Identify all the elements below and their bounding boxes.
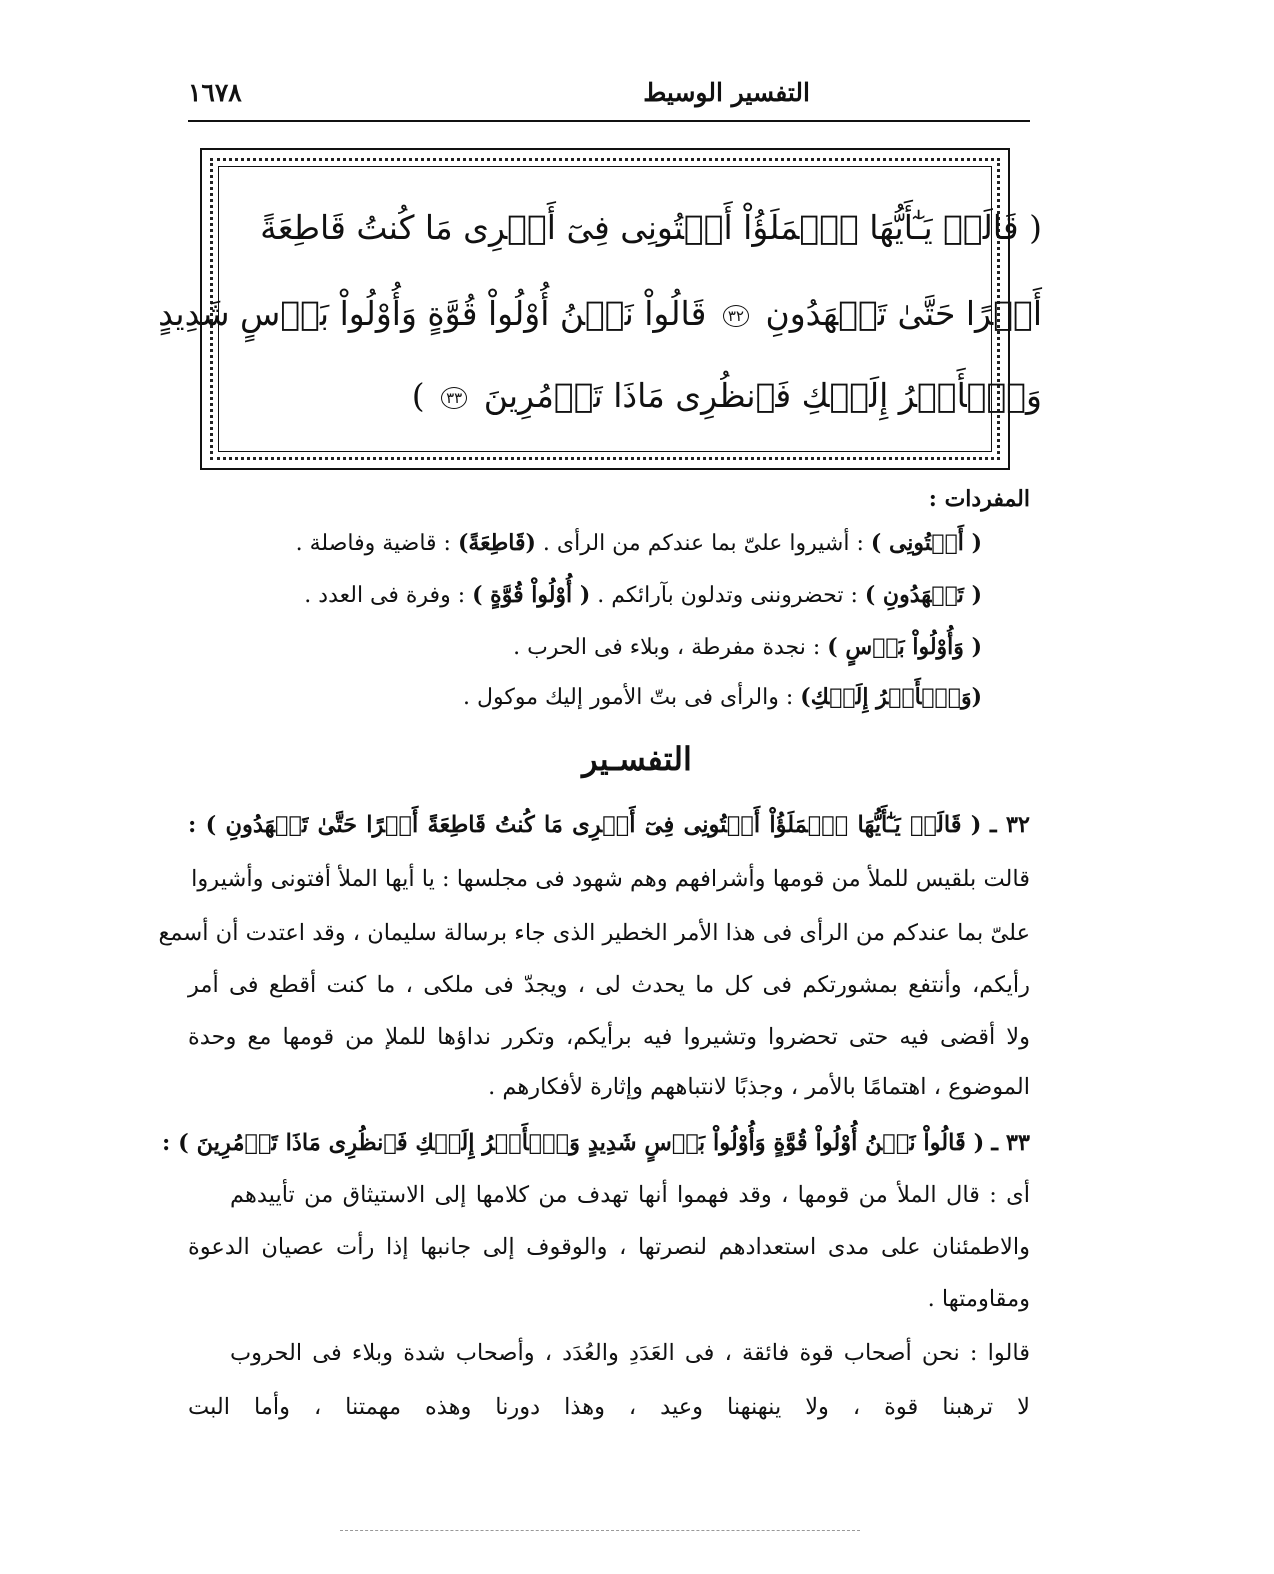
vocab-definition: : والرأى فى بتّ الأمور إليك موكول . bbox=[463, 685, 801, 710]
para1-line-5: الموضوع ، اهتمامًا بالأمر ، وجذبًا لانتباههم وإثارة لأفكارهم . bbox=[488, 1074, 1030, 1100]
vocab-entry-4 bbox=[463, 682, 982, 713]
verse-33-quote: ( قَالُواْ نَحۡنُ أُوْلُواْ قُوَّةٍ وَأُوْلُواْ بَأۡسٍ شَدِيدٍ وَٱلۡأَمۡرُ إِلَيۡكِ فَٱنظُرِى مَاذَا تَأۡمُرِينَ ) : bbox=[162, 1130, 985, 1156]
running-header bbox=[188, 78, 1030, 114]
verse-32-header bbox=[188, 810, 1030, 840]
verse-number-33: ٣٣ bbox=[441, 387, 467, 409]
vocab-term: ( تَشۡهَدُونِ ) bbox=[864, 582, 982, 608]
vocab-entry-3 bbox=[513, 632, 982, 663]
vocab-term: (قَاطِعَةً) bbox=[457, 530, 536, 556]
tafsir-heading: التفسـير bbox=[582, 740, 692, 778]
vocab-entry-2 bbox=[304, 580, 982, 611]
vocab-term: ( وَأُوْلُواْ بَأۡسٍ ) bbox=[827, 634, 982, 660]
para3-line-1: قالوا : نحن أصحاب قوة فائقة ، فى العَدَدِ والعُدَد ، وأصحاب شدة وبلاء فى الحروب bbox=[230, 1340, 1030, 1366]
para1-line-2: علىّ بما عندكم من الرأى فى هذا الأمر الخطير الذى جاء برسالة سليمان ، وقد اعتدت أن أسمع bbox=[158, 920, 1030, 946]
verse-32-quote: ( قَالَتۡ يَـٰٓأَيُّهَا ٱلۡمَلَؤُاْ أَفۡتُونِى فِىٓ أَمۡرِى مَا كُنتُ قَاطِعَةً أَمۡرًا حَتَّىٰ تَشۡهَدُونِ ) : bbox=[188, 812, 982, 838]
para1-line-3: رأيكم، وأنتفع بمشورتكم فى كل ما يحدث لى ، ويجدّ فى ملكى ، ما كنت أقطع فى أمر bbox=[188, 972, 1030, 998]
para2-line-1: أى : قال الملأ من قومها ، وقد فهموا أنها تهدف من كلامها إلى الاستيثاق من تأييدهم bbox=[230, 1182, 1030, 1208]
vocab-entry-1 bbox=[296, 528, 982, 559]
vocab-term: ( أُوْلُواْ قُوَّةٍ ) bbox=[472, 582, 591, 608]
verse-line-2a: أَمۡرًا حَتَّىٰ تَشۡهَدُونِ bbox=[765, 294, 1042, 333]
page-number: ١٦٧٨ bbox=[188, 78, 242, 107]
para2-line-2: والاطمئنان على مدى استعدادهم لنصرتها ، والوقوف إلى جانبها إذا رأت عصيان الدعوة bbox=[188, 1234, 1030, 1260]
para1-line-4: ولا أقضى فيه حتى تحضروا وتشيروا فيه برأيكم، وتكرر نداؤها للملإ من قومها مع وحدة bbox=[188, 1024, 1030, 1050]
vocab-definition: : تحضروننى وتدلون بآرائكم . bbox=[590, 583, 865, 608]
vocab-definition: : نجدة مفرطة ، وبلاء فى الحرب . bbox=[513, 635, 828, 660]
verse-line-2 bbox=[158, 294, 1042, 334]
verse-close-paren: ) bbox=[411, 376, 425, 415]
verse-line-3 bbox=[270, 376, 1042, 416]
para1-line-1: قالت بلقيس للملأ من قومها وأشرافهم وهم شهود فى مجلسها : يا أيها الملأ أفتونى وأشيروا bbox=[191, 866, 1030, 892]
verse-33-header bbox=[162, 1128, 1030, 1158]
vocab-definition: : وفرة فى العدد . bbox=[304, 583, 473, 608]
verse-number-32: ٣٢ bbox=[723, 305, 749, 327]
para3-line-2: لا ترهبنا قوة ، ولا ينهنهنا وعيد ، وهذا دورنا وهذه مهمتنا ، وأما البت bbox=[188, 1394, 1030, 1420]
verse-32-label: ٣٢ ـ bbox=[989, 812, 1030, 838]
header-rule bbox=[188, 120, 1030, 122]
vocabulary-label: المفردات : bbox=[928, 486, 1030, 512]
para2-line-3: ومقاومتها . bbox=[927, 1286, 1030, 1312]
vocab-term: (وَٱلۡأَمۡرُ إِلَيۡكِ) bbox=[800, 684, 982, 710]
verse-line-2b: قَالُواْ نَحۡنُ أُوْلُواْ قُوَّةٍ وَأُوْلُواْ بَأۡسٍ شَدِيدٍ bbox=[158, 294, 707, 333]
verse-line-1: ( قَالَتۡ يَـٰٓأَيُّهَا ٱلۡمَلَؤُاْ أَفۡتُونِى فِىٓ أَمۡرِى مَا كُنتُ قَاطِعَةً bbox=[260, 208, 1042, 247]
header-title: التفسير الوسيط bbox=[643, 78, 810, 107]
verse-33-label: ٣٣ ـ bbox=[991, 1130, 1030, 1156]
scan-edge-line bbox=[340, 1530, 860, 1531]
vocab-definition: : قاضية وفاصلة . bbox=[295, 531, 458, 556]
vocab-definition: : أشيروا علىّ بما عندكم من الرأى . bbox=[535, 531, 871, 556]
verse-line-3a: وَٱلۡأَمۡرُ إِلَيۡكِ فَٱنظُرِى مَاذَا تَأۡمُرِينَ bbox=[483, 376, 1042, 415]
vocab-term: ( أَفۡتُونِى ) bbox=[870, 530, 982, 556]
